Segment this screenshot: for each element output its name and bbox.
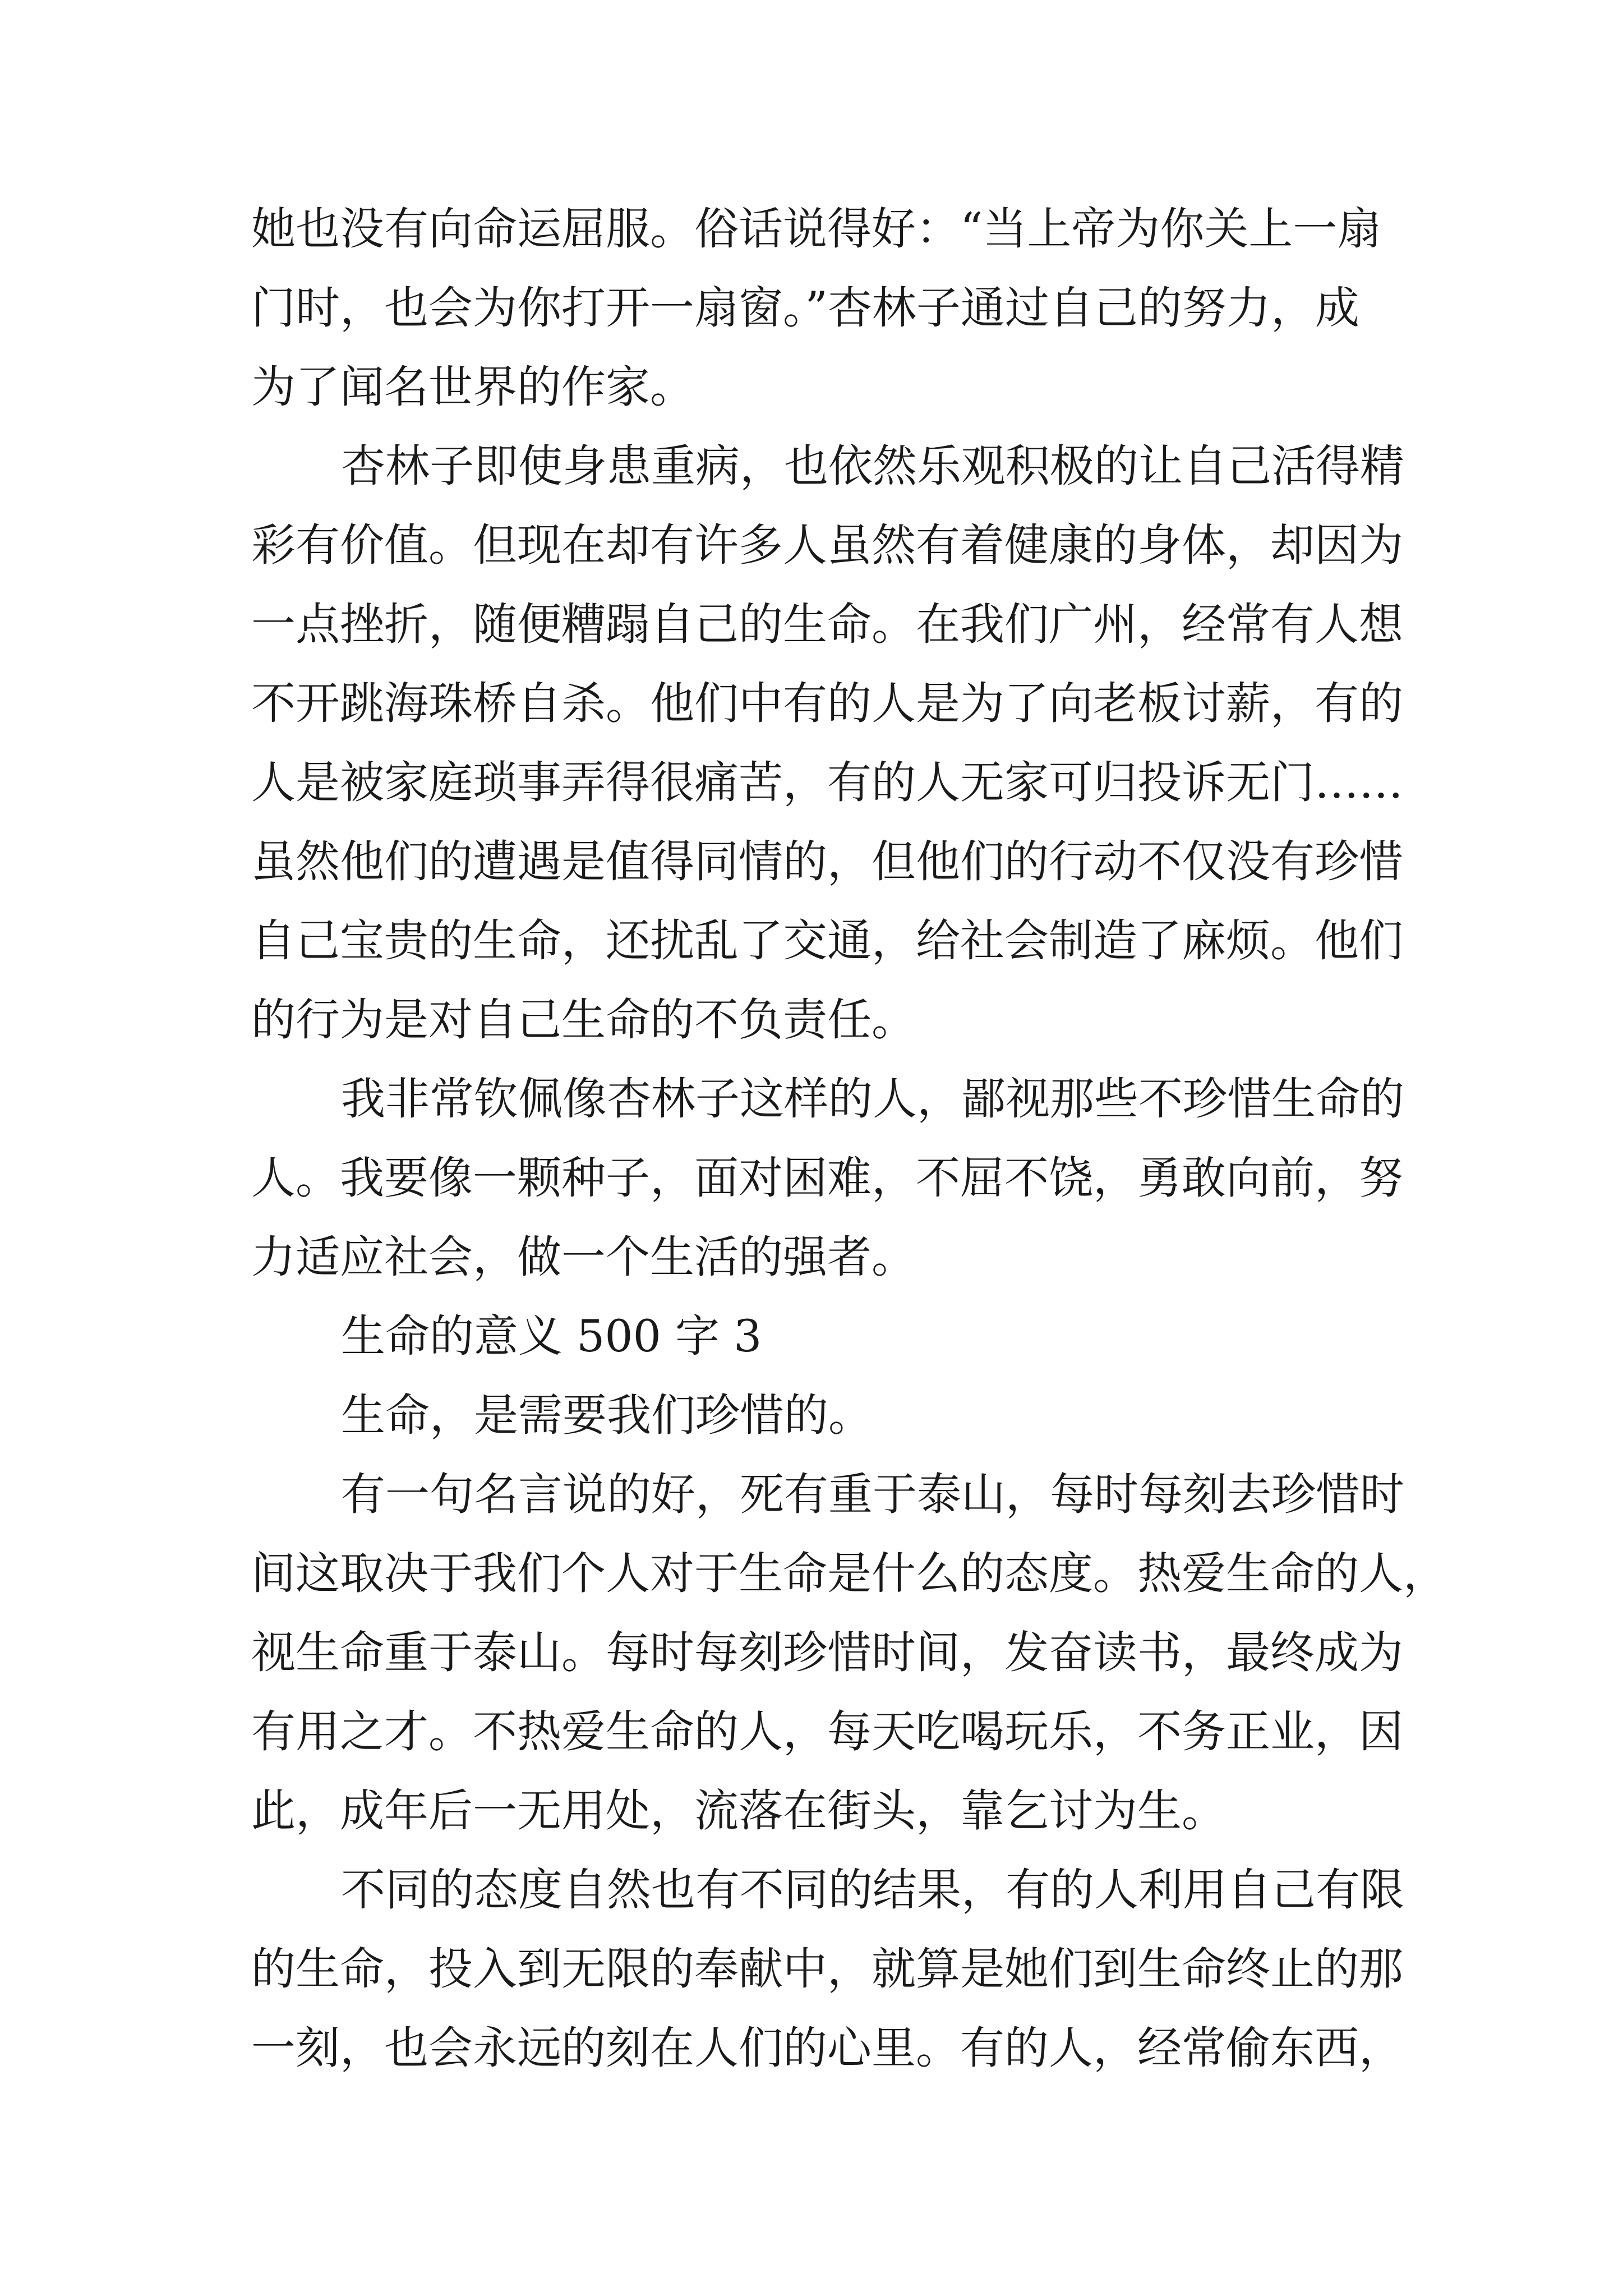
paragraph — [251, 190, 1380, 427]
text-line: 此，成年后一无用处，流落在街头，靠乞讨为生。 — [251, 1785, 1226, 1837]
text-line: 视生命重于泰山。每时每刻珍惜时间，发奋读书，最终成为 — [251, 1627, 1403, 1678]
text-line: 一点挫折，随便糟蹋自己的生命。在我们广州，经常有人想 — [251, 599, 1403, 650]
text-line: 一刻，也会永远的刻在人们的心里。有的人，经常偷东西， — [251, 2022, 1403, 2074]
text-line: 生命的意义 500 字 3 — [341, 1310, 762, 1362]
text-line: 彩有价值。但现在却有许多人虽然有着健康的身体，却因为 — [251, 519, 1403, 571]
text-line: 有用之才。不热爱生命的人，每天吃喝玩乐，不务正业，因 — [251, 1706, 1403, 1757]
paragraph — [251, 1060, 1404, 1297]
document-body — [251, 190, 1447, 2088]
text-line: 虽然他们的遭遇是值得同情的，但他们的行动不仅没有珍惜 — [251, 836, 1403, 887]
text-line: 力适应社会，做一个生活的强者。 — [251, 1231, 916, 1283]
paragraph — [251, 427, 1404, 1060]
paragraph — [251, 1376, 1380, 1455]
text-line: 我非常钦佩像杏林子这样的人，鄙视那些不珍惜生命的 — [341, 1073, 1404, 1125]
section-heading — [251, 1297, 1380, 1376]
text-line: 不同的态度自然也有不同的结果，有的人利用自己有限 — [341, 1864, 1404, 1916]
text-line: 她也没有向命运屈服。俗话说得好：“当上帝为你关上一扇 — [251, 203, 1382, 255]
text-line: 不开跳海珠桥自杀。他们中有的人是为了向老板讨薪，有的 — [251, 678, 1403, 729]
text-line: 间这取决于我们个人对于生命是什么的态度。热爱生命的人， — [251, 1548, 1447, 1599]
text-line: 生命，是需要我们珍惜的。 — [341, 1389, 873, 1441]
text-line: 的行为是对自己生命的不负责任。 — [251, 994, 916, 1046]
text-line: 人是被家庭琐事弄得很痛苦，有的人无家可归投诉无门…… — [251, 757, 1403, 808]
text-line: 的生命，投入到无限的奉献中，就算是她们到生命终止的那 — [251, 1943, 1403, 1995]
text-line: 杏林子即使身患重病，也依然乐观积极的让自己活得精 — [341, 440, 1404, 492]
text-line: 门时，也会为你打开一扇窗。”杏林子通过自己的努力，成 — [251, 282, 1359, 334]
paragraph — [251, 1455, 1447, 1851]
text-line: 为了闻名世界的作家。 — [251, 361, 694, 413]
text-line: 自己宝贵的生命，还扰乱了交通，给社会制造了麻烦。他们 — [251, 915, 1403, 967]
text-line: 有一句名言说的好，死有重于泰山，每时每刻去珍惜时 — [341, 1469, 1404, 1520]
text-line: 人。我要像一颗种子，面对困难，不屈不饶，勇敢向前，努 — [251, 1152, 1403, 1204]
paragraph — [251, 1851, 1404, 2088]
